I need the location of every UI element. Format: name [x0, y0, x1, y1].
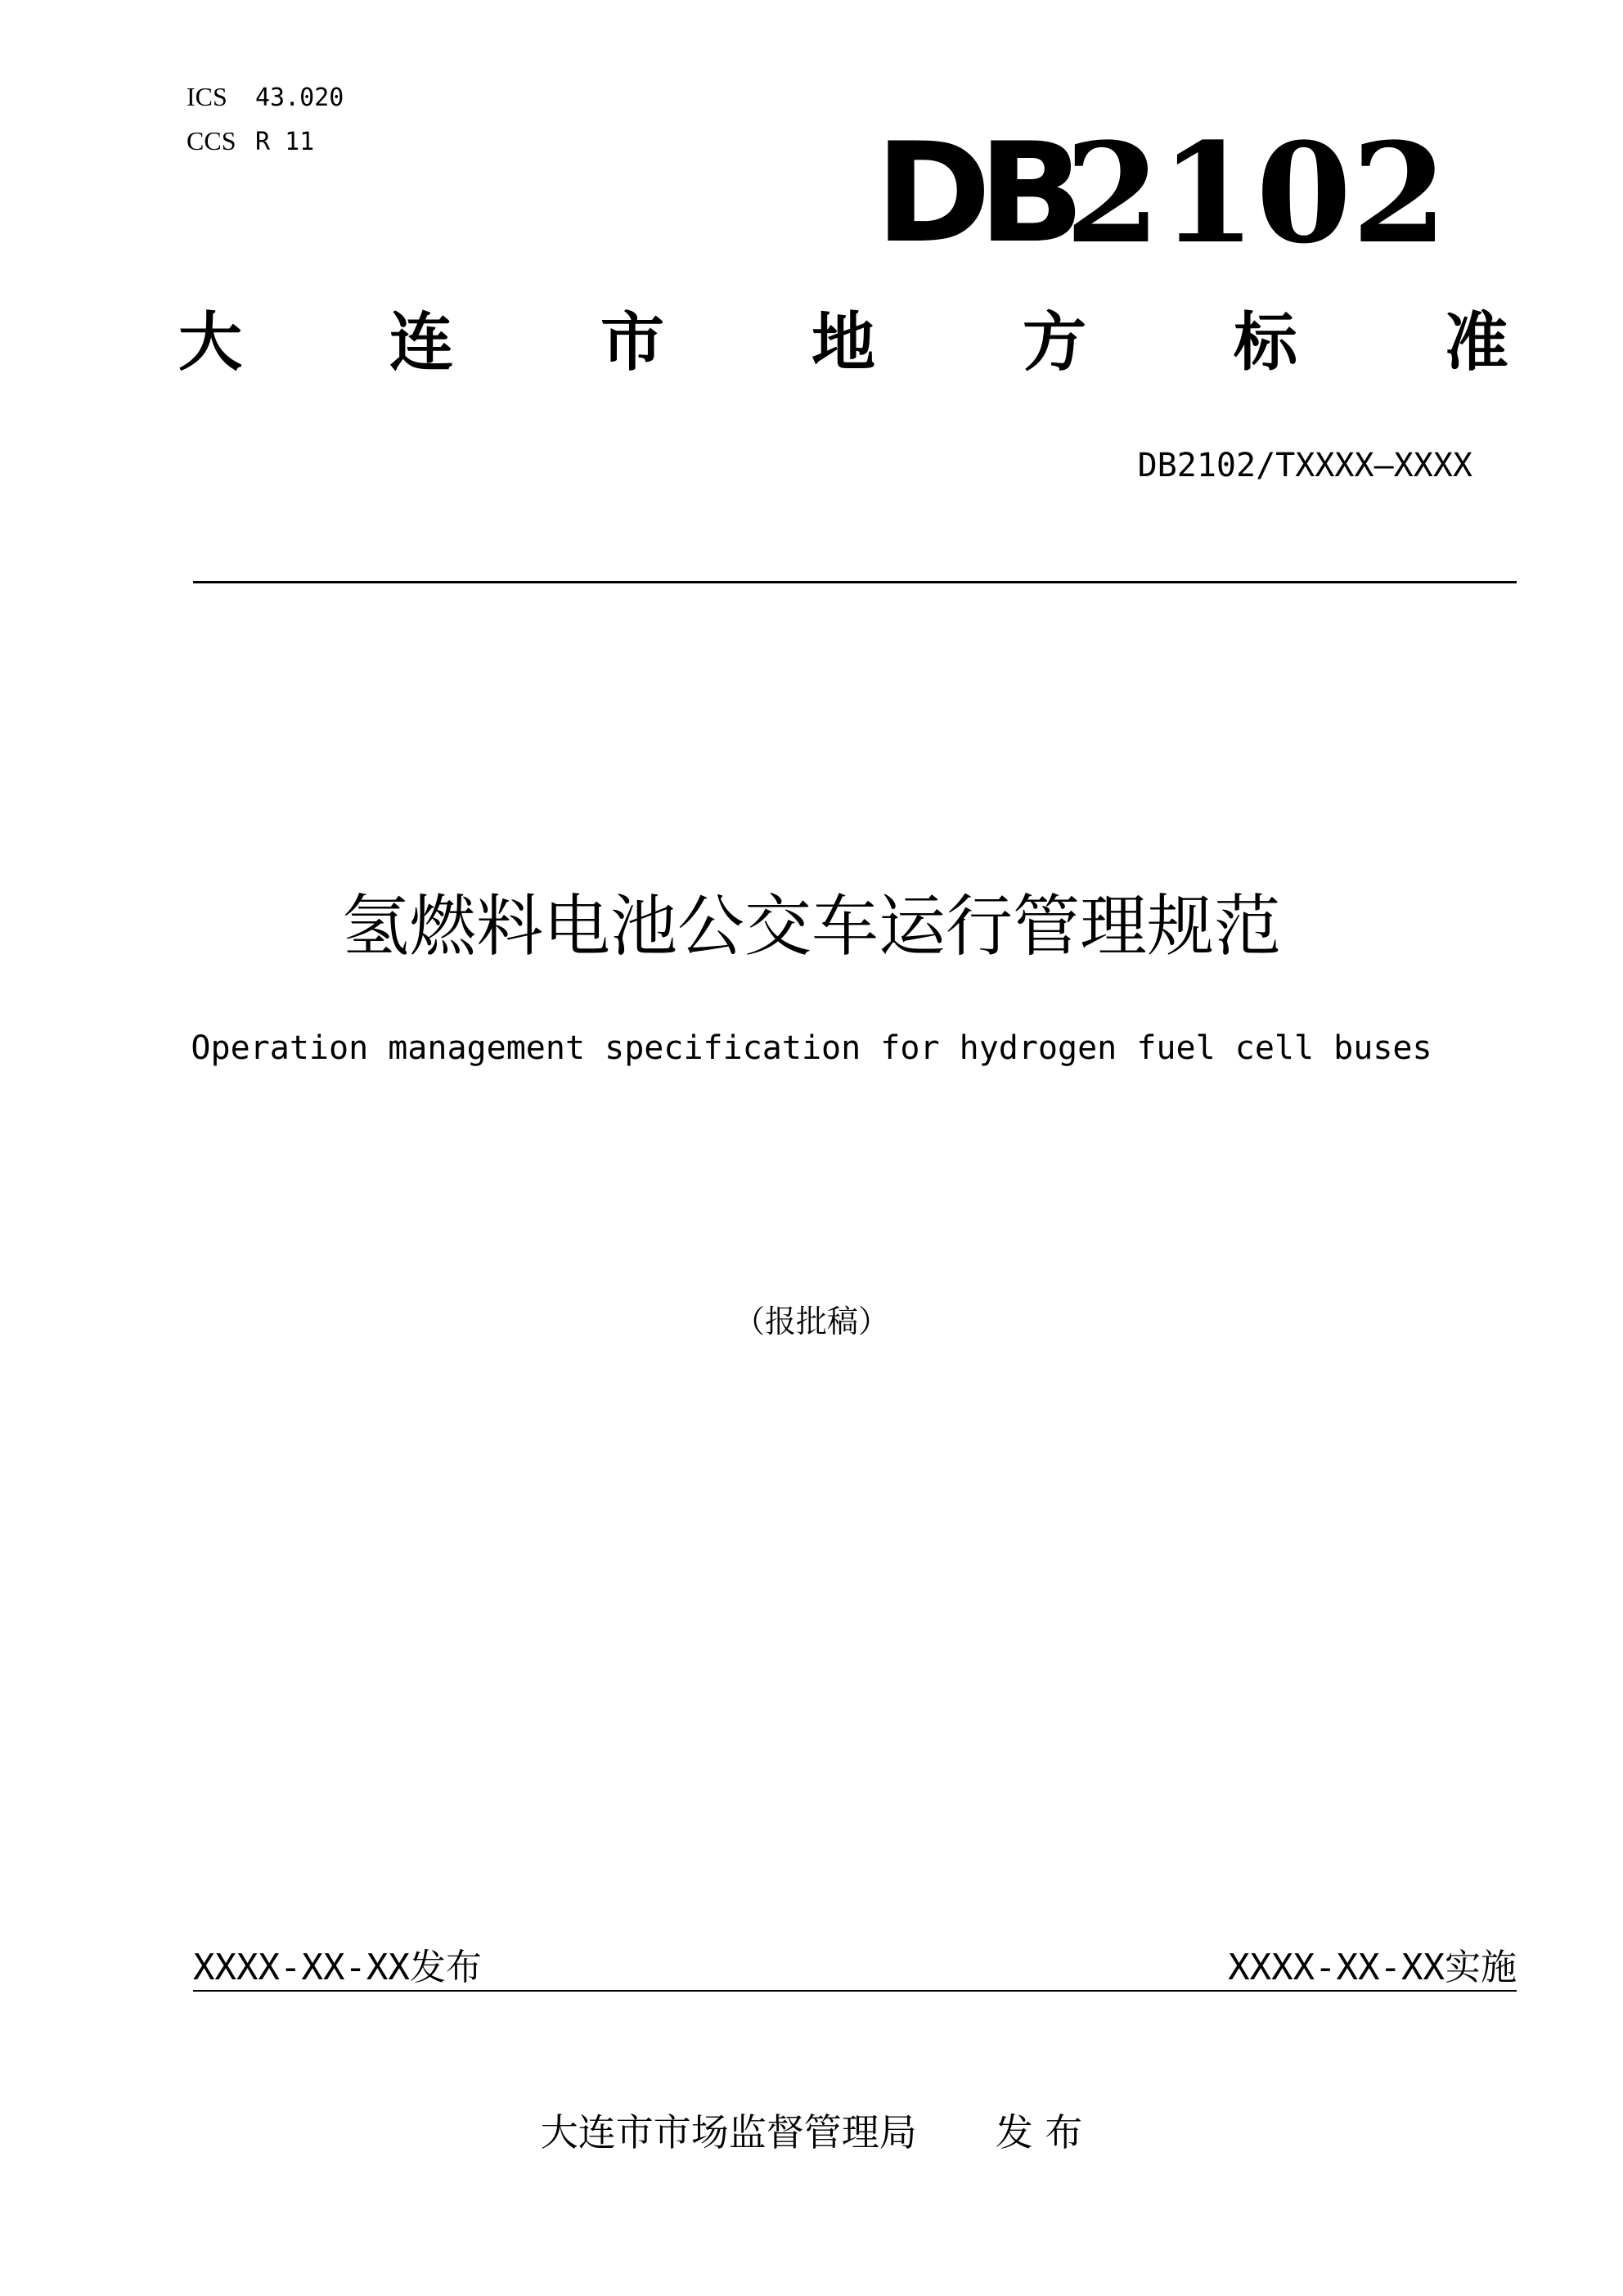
standard-type-char: 市	[600, 306, 664, 380]
publisher-action: 发 布	[995, 2110, 1083, 2154]
ics-label: ICS	[187, 82, 227, 111]
dates-row	[193, 1938, 1517, 1990]
ics-row	[187, 75, 344, 119]
classification-codes	[187, 75, 344, 164]
effective-date-value: XXXX-XX-XX	[1228, 1947, 1445, 1988]
header-divider	[193, 581, 1517, 583]
publisher-name: 大连市市场监督管理局	[540, 2110, 917, 2154]
db-logo-letters: DB	[874, 113, 1072, 273]
ics-value: 43.020	[255, 83, 344, 112]
standard-type-char: 大	[178, 306, 243, 380]
standard-number: DB2102/TXXXX—XXXX	[1137, 447, 1472, 484]
standard-type-char: 地	[811, 306, 875, 380]
standard-type-char: 标	[1233, 306, 1297, 380]
standard-type-char: 连	[389, 306, 453, 380]
release-date	[193, 1938, 482, 1990]
standard-type-char: 准	[1444, 306, 1508, 380]
document-title-en: Operation management specification for hydrogen fuel cell buses	[191, 1029, 1432, 1067]
draft-status: （报批稿）	[733, 1303, 889, 1339]
ccs-label: CCS	[187, 126, 236, 155]
db-logo	[874, 112, 1448, 274]
release-date-label: 发布	[409, 1947, 482, 1988]
ccs-row	[187, 119, 344, 164]
effective-date-label: 实施	[1445, 1947, 1517, 1988]
release-date-value: XXXX-XX-XX	[193, 1947, 410, 1988]
document-title-zh: 氢燃料电池公交车运行管理规范	[341, 888, 1281, 966]
effective-date	[1228, 1938, 1517, 1990]
standard-type-char: 方	[1022, 306, 1086, 380]
db-logo-number: 2102	[1064, 112, 1448, 274]
footer-divider	[193, 1990, 1517, 1992]
publisher-line	[0, 2103, 1623, 2157]
standard-type-heading	[178, 306, 1508, 380]
ccs-value: R 11	[255, 128, 315, 156]
